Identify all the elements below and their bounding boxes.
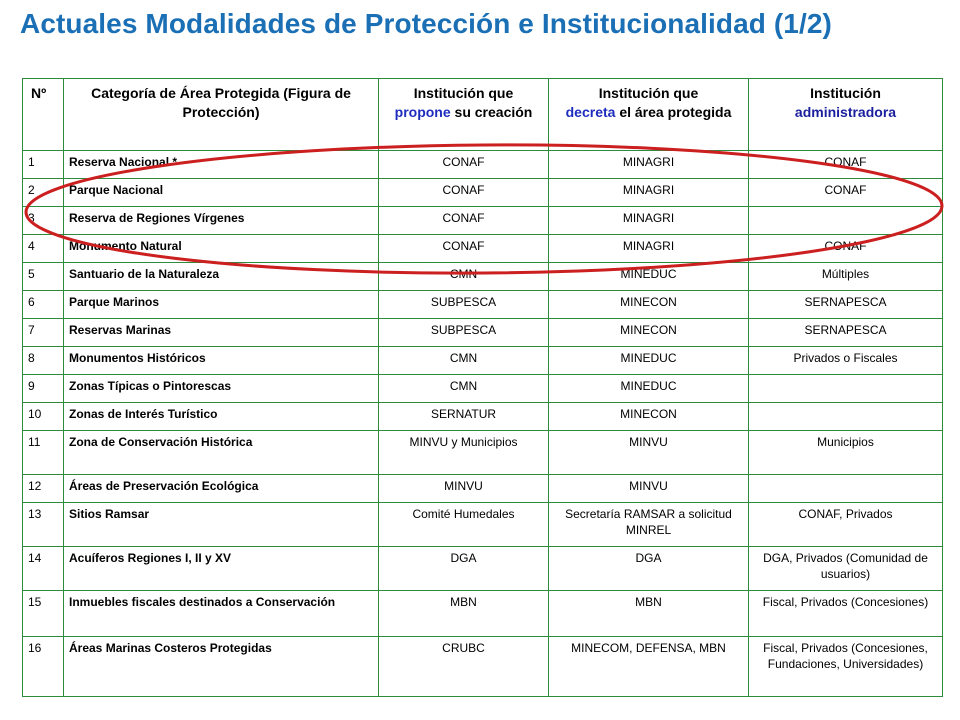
cell-propone: DGA	[379, 547, 549, 591]
cell-no: 7	[23, 319, 64, 347]
cell-categoria: Parque Nacional	[64, 179, 379, 207]
cell-propone: CONAF	[379, 179, 549, 207]
cell-categoria: Zona de Conservación Histórica	[64, 431, 379, 475]
table-row	[23, 591, 943, 637]
header-decreta	[549, 79, 749, 151]
cell-administra: CONAF	[749, 179, 943, 207]
cell-administra: Fiscal, Privados (Concesiones, Fundaciones, Universidades)	[749, 637, 943, 697]
cell-propone: Comité Humedales	[379, 503, 549, 547]
page-title: Actuales Modalidades de Protección e Institucionalidad (1/2)	[20, 8, 832, 39]
header-administra-pre: Institución	[810, 85, 881, 101]
cell-categoria: Monumentos Históricos	[64, 347, 379, 375]
header-no: Nº	[23, 79, 64, 151]
table-row	[23, 637, 943, 697]
cell-no: 6	[23, 291, 64, 319]
table-row	[23, 547, 943, 591]
cell-no: 16	[23, 637, 64, 697]
header-decreta-post: el área protegida	[619, 104, 732, 120]
cell-decreta: MINECON	[549, 403, 749, 431]
header-propone	[379, 79, 549, 151]
cell-decreta: MBN	[549, 591, 749, 637]
header-decreta-pre: Institución que	[598, 85, 699, 101]
cell-decreta: MINAGRI	[549, 179, 749, 207]
cell-decreta: MINAGRI	[549, 151, 749, 179]
header-decreta-highlight: decreta	[565, 104, 616, 120]
cell-administra: SERNAPESCA	[749, 319, 943, 347]
cell-no: 1	[23, 151, 64, 179]
cell-propone: CMN	[379, 375, 549, 403]
cell-administra	[749, 207, 943, 235]
cell-decreta: MINVU	[549, 475, 749, 503]
cell-administra	[749, 375, 943, 403]
cell-propone: CMN	[379, 347, 549, 375]
cell-propone: SERNATUR	[379, 403, 549, 431]
table-row	[23, 475, 943, 503]
table-row	[23, 151, 943, 179]
cell-decreta: MINAGRI	[549, 207, 749, 235]
cell-propone: CRUBC	[379, 637, 549, 697]
table-row	[23, 291, 943, 319]
cell-administra: Múltiples	[749, 263, 943, 291]
cell-no: 13	[23, 503, 64, 547]
table-row	[23, 263, 943, 291]
cell-administra: DGA, Privados (Comunidad de usuarios)	[749, 547, 943, 591]
cell-no: 5	[23, 263, 64, 291]
cell-propone: MINVU	[379, 475, 549, 503]
cell-categoria: Áreas Marinas Costeros Protegidas	[64, 637, 379, 697]
cell-no: 10	[23, 403, 64, 431]
cell-no: 8	[23, 347, 64, 375]
cell-administra: Municipios	[749, 431, 943, 475]
cell-administra: Privados o Fiscales	[749, 347, 943, 375]
cell-no: 9	[23, 375, 64, 403]
table-row	[23, 431, 943, 475]
cell-categoria: Reservas Marinas	[64, 319, 379, 347]
table-row	[23, 235, 943, 263]
cell-no: 15	[23, 591, 64, 637]
cell-no: 11	[23, 431, 64, 475]
cell-no: 3	[23, 207, 64, 235]
table-row	[23, 375, 943, 403]
cell-decreta: MINAGRI	[549, 235, 749, 263]
cell-administra: CONAF, Privados	[749, 503, 943, 547]
cell-no: 2	[23, 179, 64, 207]
cell-decreta: MINECON	[549, 319, 749, 347]
cell-administra	[749, 403, 943, 431]
table-row	[23, 347, 943, 375]
header-propone-highlight: propone	[394, 104, 451, 120]
cell-decreta: Secretaría RAMSAR a solicitud MINREL	[549, 503, 749, 547]
cell-administra: CONAF	[749, 151, 943, 179]
cell-propone: SUBPESCA	[379, 291, 549, 319]
table-body	[23, 151, 943, 697]
header-categoria: Categoría de Área Protegida (Figura de Protección)	[64, 79, 379, 151]
cell-categoria: Inmuebles fiscales destinados a Conservación	[64, 591, 379, 637]
table-row	[23, 319, 943, 347]
header-administra-highlight: administradora	[794, 104, 897, 120]
cell-categoria: Acuíferos Regiones I, II y XV	[64, 547, 379, 591]
header-administra	[749, 79, 943, 151]
cell-categoria: Monumento Natural	[64, 235, 379, 263]
cell-propone: CONAF	[379, 207, 549, 235]
table-header-row	[23, 79, 943, 151]
cell-propone: CONAF	[379, 151, 549, 179]
cell-propone: MINVU y Municipios	[379, 431, 549, 475]
protection-table	[22, 78, 943, 697]
cell-categoria: Zonas Típicas o Pintorescas	[64, 375, 379, 403]
cell-categoria: Santuario de la Naturaleza	[64, 263, 379, 291]
table-row	[23, 179, 943, 207]
cell-no: 4	[23, 235, 64, 263]
cell-decreta: MINEDUC	[549, 375, 749, 403]
cell-propone: CMN	[379, 263, 549, 291]
cell-propone: CONAF	[379, 235, 549, 263]
cell-categoria: Parque Marinos	[64, 291, 379, 319]
cell-decreta: MINECON	[549, 291, 749, 319]
cell-no: 14	[23, 547, 64, 591]
header-propone-pre: Institución que	[413, 85, 514, 101]
cell-decreta: MINEDUC	[549, 347, 749, 375]
cell-no: 12	[23, 475, 64, 503]
cell-administra	[749, 475, 943, 503]
cell-decreta: MINVU	[549, 431, 749, 475]
cell-propone: SUBPESCA	[379, 319, 549, 347]
cell-categoria: Áreas de Preservación Ecológica	[64, 475, 379, 503]
cell-propone: MBN	[379, 591, 549, 637]
table-row	[23, 503, 943, 547]
cell-decreta: DGA	[549, 547, 749, 591]
table-row	[23, 403, 943, 431]
cell-categoria: Reserva Nacional *	[64, 151, 379, 179]
cell-decreta: MINECOM, DEFENSA, MBN	[549, 637, 749, 697]
cell-decreta: MINEDUC	[549, 263, 749, 291]
cell-administra: SERNAPESCA	[749, 291, 943, 319]
header-propone-post: su creación	[454, 104, 533, 120]
table-row	[23, 207, 943, 235]
cell-administra: Fiscal, Privados (Concesiones)	[749, 591, 943, 637]
cell-categoria: Zonas de Interés Turístico	[64, 403, 379, 431]
cell-administra: CONAF	[749, 235, 943, 263]
cell-categoria: Reserva de Regiones Vírgenes	[64, 207, 379, 235]
cell-categoria: Sitios Ramsar	[64, 503, 379, 547]
